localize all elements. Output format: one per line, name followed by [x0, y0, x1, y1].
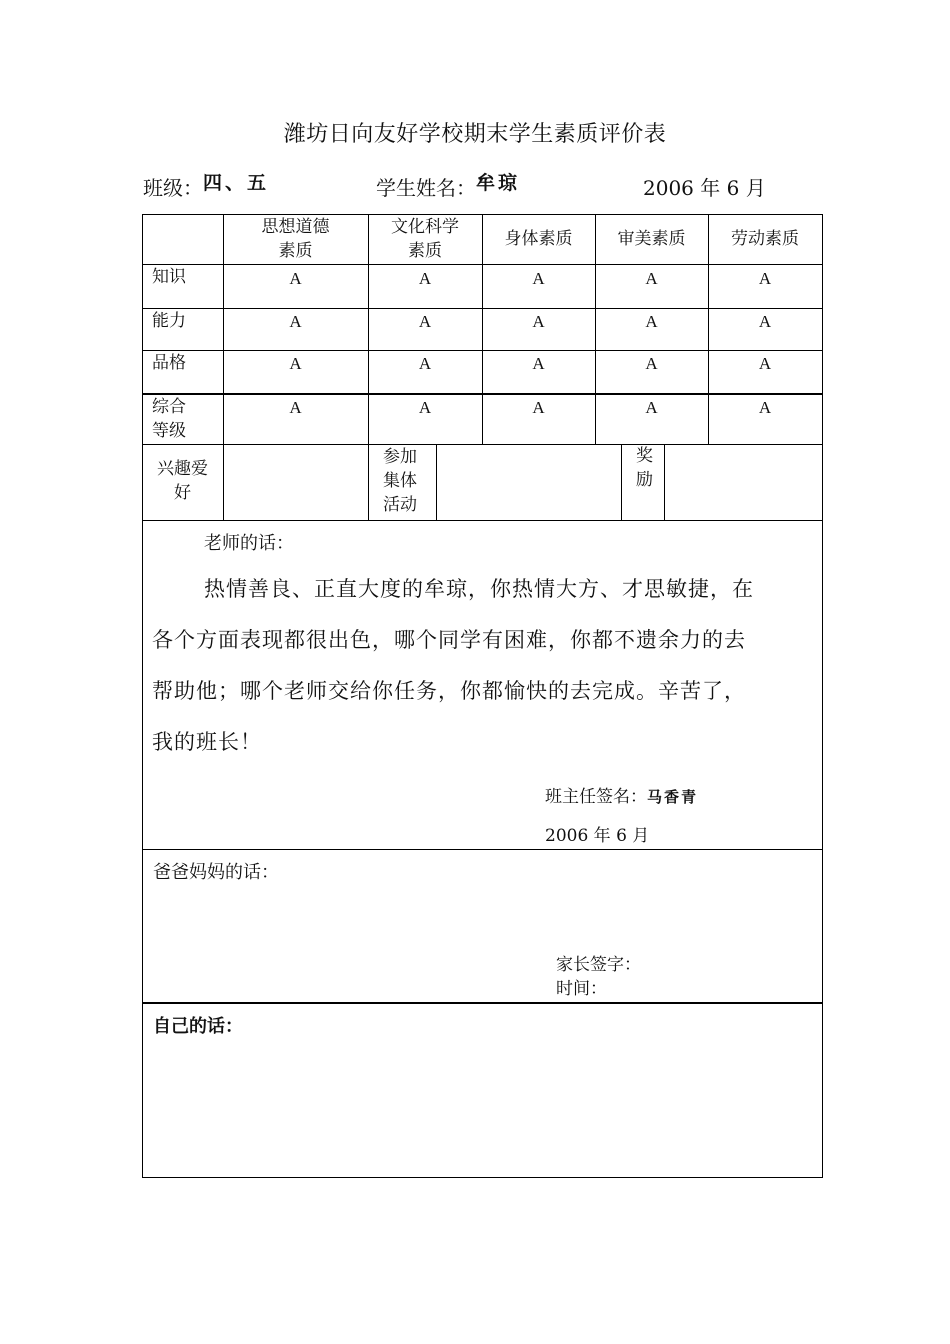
- grade-cell: A: [758, 398, 772, 417]
- report-date: 2006 年 6 月: [643, 176, 766, 200]
- grade-cell: A: [418, 398, 432, 417]
- hobby-field[interactable]: [224, 445, 367, 519]
- student-name-label: 学生姓名：: [376, 176, 476, 200]
- grade-cell: A: [418, 269, 432, 288]
- page-title: 潍坊日向友好学校期末学生素质评价表: [283, 122, 667, 147]
- signature-name: 马香青: [647, 788, 699, 806]
- grade-cell: A: [645, 269, 658, 288]
- grade-cell: A: [289, 398, 302, 417]
- hobby-label: 兴趣爱 好: [157, 459, 208, 503]
- self-heading: 自己的话：: [153, 1016, 243, 1037]
- column-header-physical: 身体素质: [504, 229, 573, 249]
- comment-line: 热情善良、正直大度的牟琼，你热情大方、才思敏捷，在: [204, 577, 754, 601]
- grade-cell: A: [418, 312, 432, 331]
- grade-cell: A: [418, 354, 432, 373]
- class-label: 班级：: [143, 176, 203, 200]
- parent-signature-label: 家长签字：: [556, 955, 641, 975]
- column-header-moral: 思想道德 素质: [261, 217, 330, 261]
- grade-cell: A: [645, 398, 658, 417]
- signature-label: 班主任签名：: [545, 787, 647, 807]
- student-name-value: 牟琼: [476, 172, 521, 194]
- grade-cell: A: [289, 269, 302, 288]
- student-name-field: [376, 172, 520, 201]
- row-label-ability: 能力: [152, 311, 186, 331]
- award-field[interactable]: [665, 445, 821, 519]
- column-header-science: 文化科学 素质: [391, 217, 459, 261]
- teacher-date: 2006 年 6 月: [545, 826, 650, 846]
- comment-line: 帮助他；哪个老师交给你任务，你都愉快的去完成。辛苦了，: [152, 679, 746, 703]
- grade-cell: A: [532, 398, 545, 417]
- column-header-aesthetic: 审美素质: [617, 229, 686, 249]
- grade-cell: A: [289, 312, 302, 331]
- grade-cell: A: [532, 354, 545, 373]
- comment-line: 各个方面表现都很出色，哪个同学有困难，你都不遗余力的去: [152, 628, 746, 652]
- teacher-heading: 老师的话：: [204, 533, 294, 554]
- teacher-signature: [545, 782, 698, 807]
- parents-heading: 爸爸妈妈的话：: [153, 862, 279, 883]
- activity-field[interactable]: [437, 445, 620, 519]
- grade-cell: A: [645, 312, 658, 331]
- grade-cell: A: [758, 312, 772, 331]
- activity-label: 参加 集体 活动: [383, 447, 417, 515]
- row-label-overall: 综合 等级: [152, 397, 186, 441]
- teacher-comment: [152, 564, 824, 768]
- grade-cell: A: [532, 312, 545, 331]
- grade-cell: A: [289, 354, 302, 373]
- class-field: [143, 172, 269, 201]
- grade-cell: A: [758, 354, 772, 373]
- grade-cell: A: [532, 269, 545, 288]
- grade-cell: A: [758, 269, 772, 288]
- class-value: 四、五: [203, 172, 270, 194]
- comment-line: 我的班长！: [152, 730, 262, 754]
- row-label-character: 品格: [152, 353, 186, 373]
- grade-cell: A: [645, 354, 658, 373]
- parent-time-label: 时间：: [556, 979, 607, 999]
- row-label-knowledge: 知识: [152, 267, 186, 287]
- award-label: 奖 励: [636, 446, 653, 490]
- column-header-labor: 劳动素质: [731, 229, 799, 249]
